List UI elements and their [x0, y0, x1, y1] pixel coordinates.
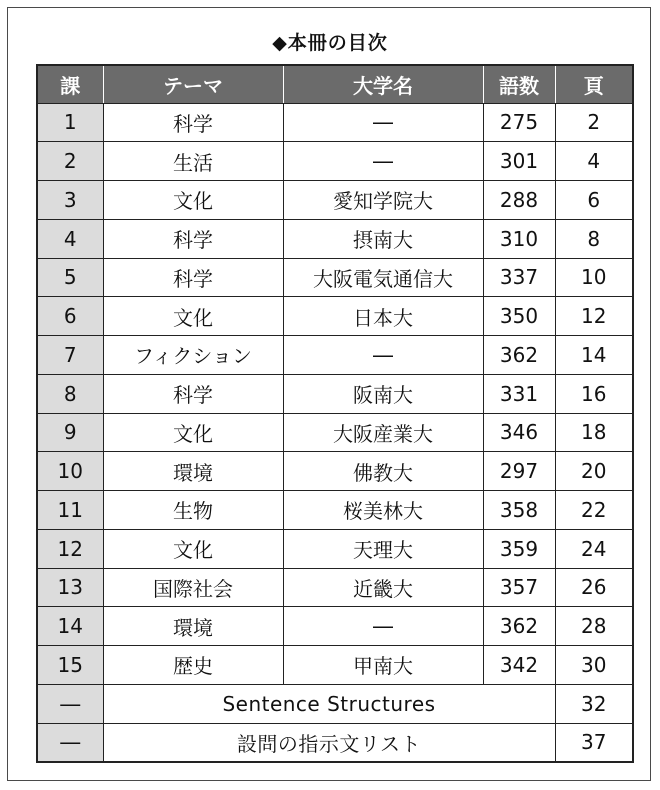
word-count-cell: 297	[483, 452, 555, 491]
lesson-cell: 10	[37, 452, 103, 491]
header-page: 頁	[555, 65, 633, 103]
university-cell: ―	[283, 103, 483, 142]
theme-cell: 文化	[103, 413, 283, 452]
table-row	[37, 568, 633, 607]
university-cell: 大阪産業大	[283, 413, 483, 452]
table-row	[37, 103, 633, 142]
table-row	[37, 413, 633, 452]
theme-cell: 生物	[103, 491, 283, 530]
word-count-cell: 288	[483, 181, 555, 220]
page-cell: 30	[555, 646, 633, 685]
contents-table	[36, 64, 634, 763]
university-cell: ―	[283, 607, 483, 646]
table-row	[37, 142, 633, 181]
table-row	[37, 607, 633, 646]
lesson-cell: 12	[37, 529, 103, 568]
instruction-list-cell: 設問の指示文リスト	[103, 723, 555, 762]
university-cell: 桜美林大	[283, 491, 483, 530]
page-cell: 22	[555, 491, 633, 530]
page-cell: 2	[555, 103, 633, 142]
table-row	[37, 297, 633, 336]
word-count-cell: 346	[483, 413, 555, 452]
lesson-cell: 9	[37, 413, 103, 452]
word-count-cell: 350	[483, 297, 555, 336]
page-cell: 12	[555, 297, 633, 336]
page-cell: 14	[555, 336, 633, 375]
page-cell: 8	[555, 219, 633, 258]
page-cell: 32	[555, 684, 633, 723]
table-row	[37, 219, 633, 258]
lesson-cell: 4	[37, 219, 103, 258]
theme-cell: フィクション	[103, 336, 283, 375]
university-cell: 佛教大	[283, 452, 483, 491]
lesson-cell: ―	[37, 723, 103, 762]
word-count-cell: 342	[483, 646, 555, 685]
theme-cell: 科学	[103, 219, 283, 258]
page-cell: 26	[555, 568, 633, 607]
word-count-cell: 301	[483, 142, 555, 181]
table-row	[37, 374, 633, 413]
header-words: 語数	[483, 65, 555, 103]
page-cell: 16	[555, 374, 633, 413]
header-lesson: 課	[37, 65, 103, 103]
page-cell: 20	[555, 452, 633, 491]
lesson-cell: 8	[37, 374, 103, 413]
theme-cell: 生活	[103, 142, 283, 181]
lesson-cell: 15	[37, 646, 103, 685]
lesson-cell: 1	[37, 103, 103, 142]
header-row	[37, 65, 633, 103]
theme-cell: 科学	[103, 258, 283, 297]
page-cell: 4	[555, 142, 633, 181]
university-cell: 近畿大	[283, 568, 483, 607]
page-cell: 10	[555, 258, 633, 297]
page-cell: 37	[555, 723, 633, 762]
university-cell: ―	[283, 336, 483, 375]
table-row	[37, 181, 633, 220]
page-cell: 18	[555, 413, 633, 452]
university-cell: 大阪電気通信大	[283, 258, 483, 297]
university-cell: 日本大	[283, 297, 483, 336]
university-cell: ―	[283, 142, 483, 181]
table-row	[37, 646, 633, 685]
sentence-structures-cell: Sentence Structures	[103, 684, 555, 723]
word-count-cell: 358	[483, 491, 555, 530]
university-cell: 愛知学院大	[283, 181, 483, 220]
theme-cell: 文化	[103, 529, 283, 568]
theme-cell: 国際社会	[103, 568, 283, 607]
header-theme: テーマ	[103, 65, 283, 103]
university-cell: 阪南大	[283, 374, 483, 413]
university-cell: 甲南大	[283, 646, 483, 685]
page-cell: 28	[555, 607, 633, 646]
theme-cell: 環境	[103, 607, 283, 646]
table-row	[37, 258, 633, 297]
table-row	[37, 529, 633, 568]
lesson-cell: 5	[37, 258, 103, 297]
word-count-cell: 362	[483, 607, 555, 646]
theme-cell: 歴史	[103, 646, 283, 685]
lesson-cell: 3	[37, 181, 103, 220]
theme-cell: 科学	[103, 374, 283, 413]
word-count-cell: 357	[483, 568, 555, 607]
university-cell: 摂南大	[283, 219, 483, 258]
lesson-cell: 11	[37, 491, 103, 530]
lesson-cell: 6	[37, 297, 103, 336]
theme-cell: 環境	[103, 452, 283, 491]
word-count-cell: 337	[483, 258, 555, 297]
lesson-cell: 7	[37, 336, 103, 375]
word-count-cell: 359	[483, 529, 555, 568]
table-row	[37, 336, 633, 375]
lesson-cell: ―	[37, 684, 103, 723]
lesson-cell: 13	[37, 568, 103, 607]
theme-cell: 文化	[103, 181, 283, 220]
word-count-cell: 362	[483, 336, 555, 375]
lesson-cell: 14	[37, 607, 103, 646]
page-title: ◆本冊の目次	[272, 32, 388, 54]
table-row-extra	[37, 684, 633, 723]
word-count-cell: 310	[483, 219, 555, 258]
word-count-cell: 275	[483, 103, 555, 142]
university-cell: 天理大	[283, 529, 483, 568]
table-row-extra	[37, 723, 633, 762]
word-count-cell: 331	[483, 374, 555, 413]
lesson-cell: 2	[37, 142, 103, 181]
table-row	[37, 452, 633, 491]
page-cell: 24	[555, 529, 633, 568]
table-row	[37, 491, 633, 530]
theme-cell: 科学	[103, 103, 283, 142]
page-cell: 6	[555, 181, 633, 220]
theme-cell: 文化	[103, 297, 283, 336]
header-university: 大学名	[283, 65, 483, 103]
